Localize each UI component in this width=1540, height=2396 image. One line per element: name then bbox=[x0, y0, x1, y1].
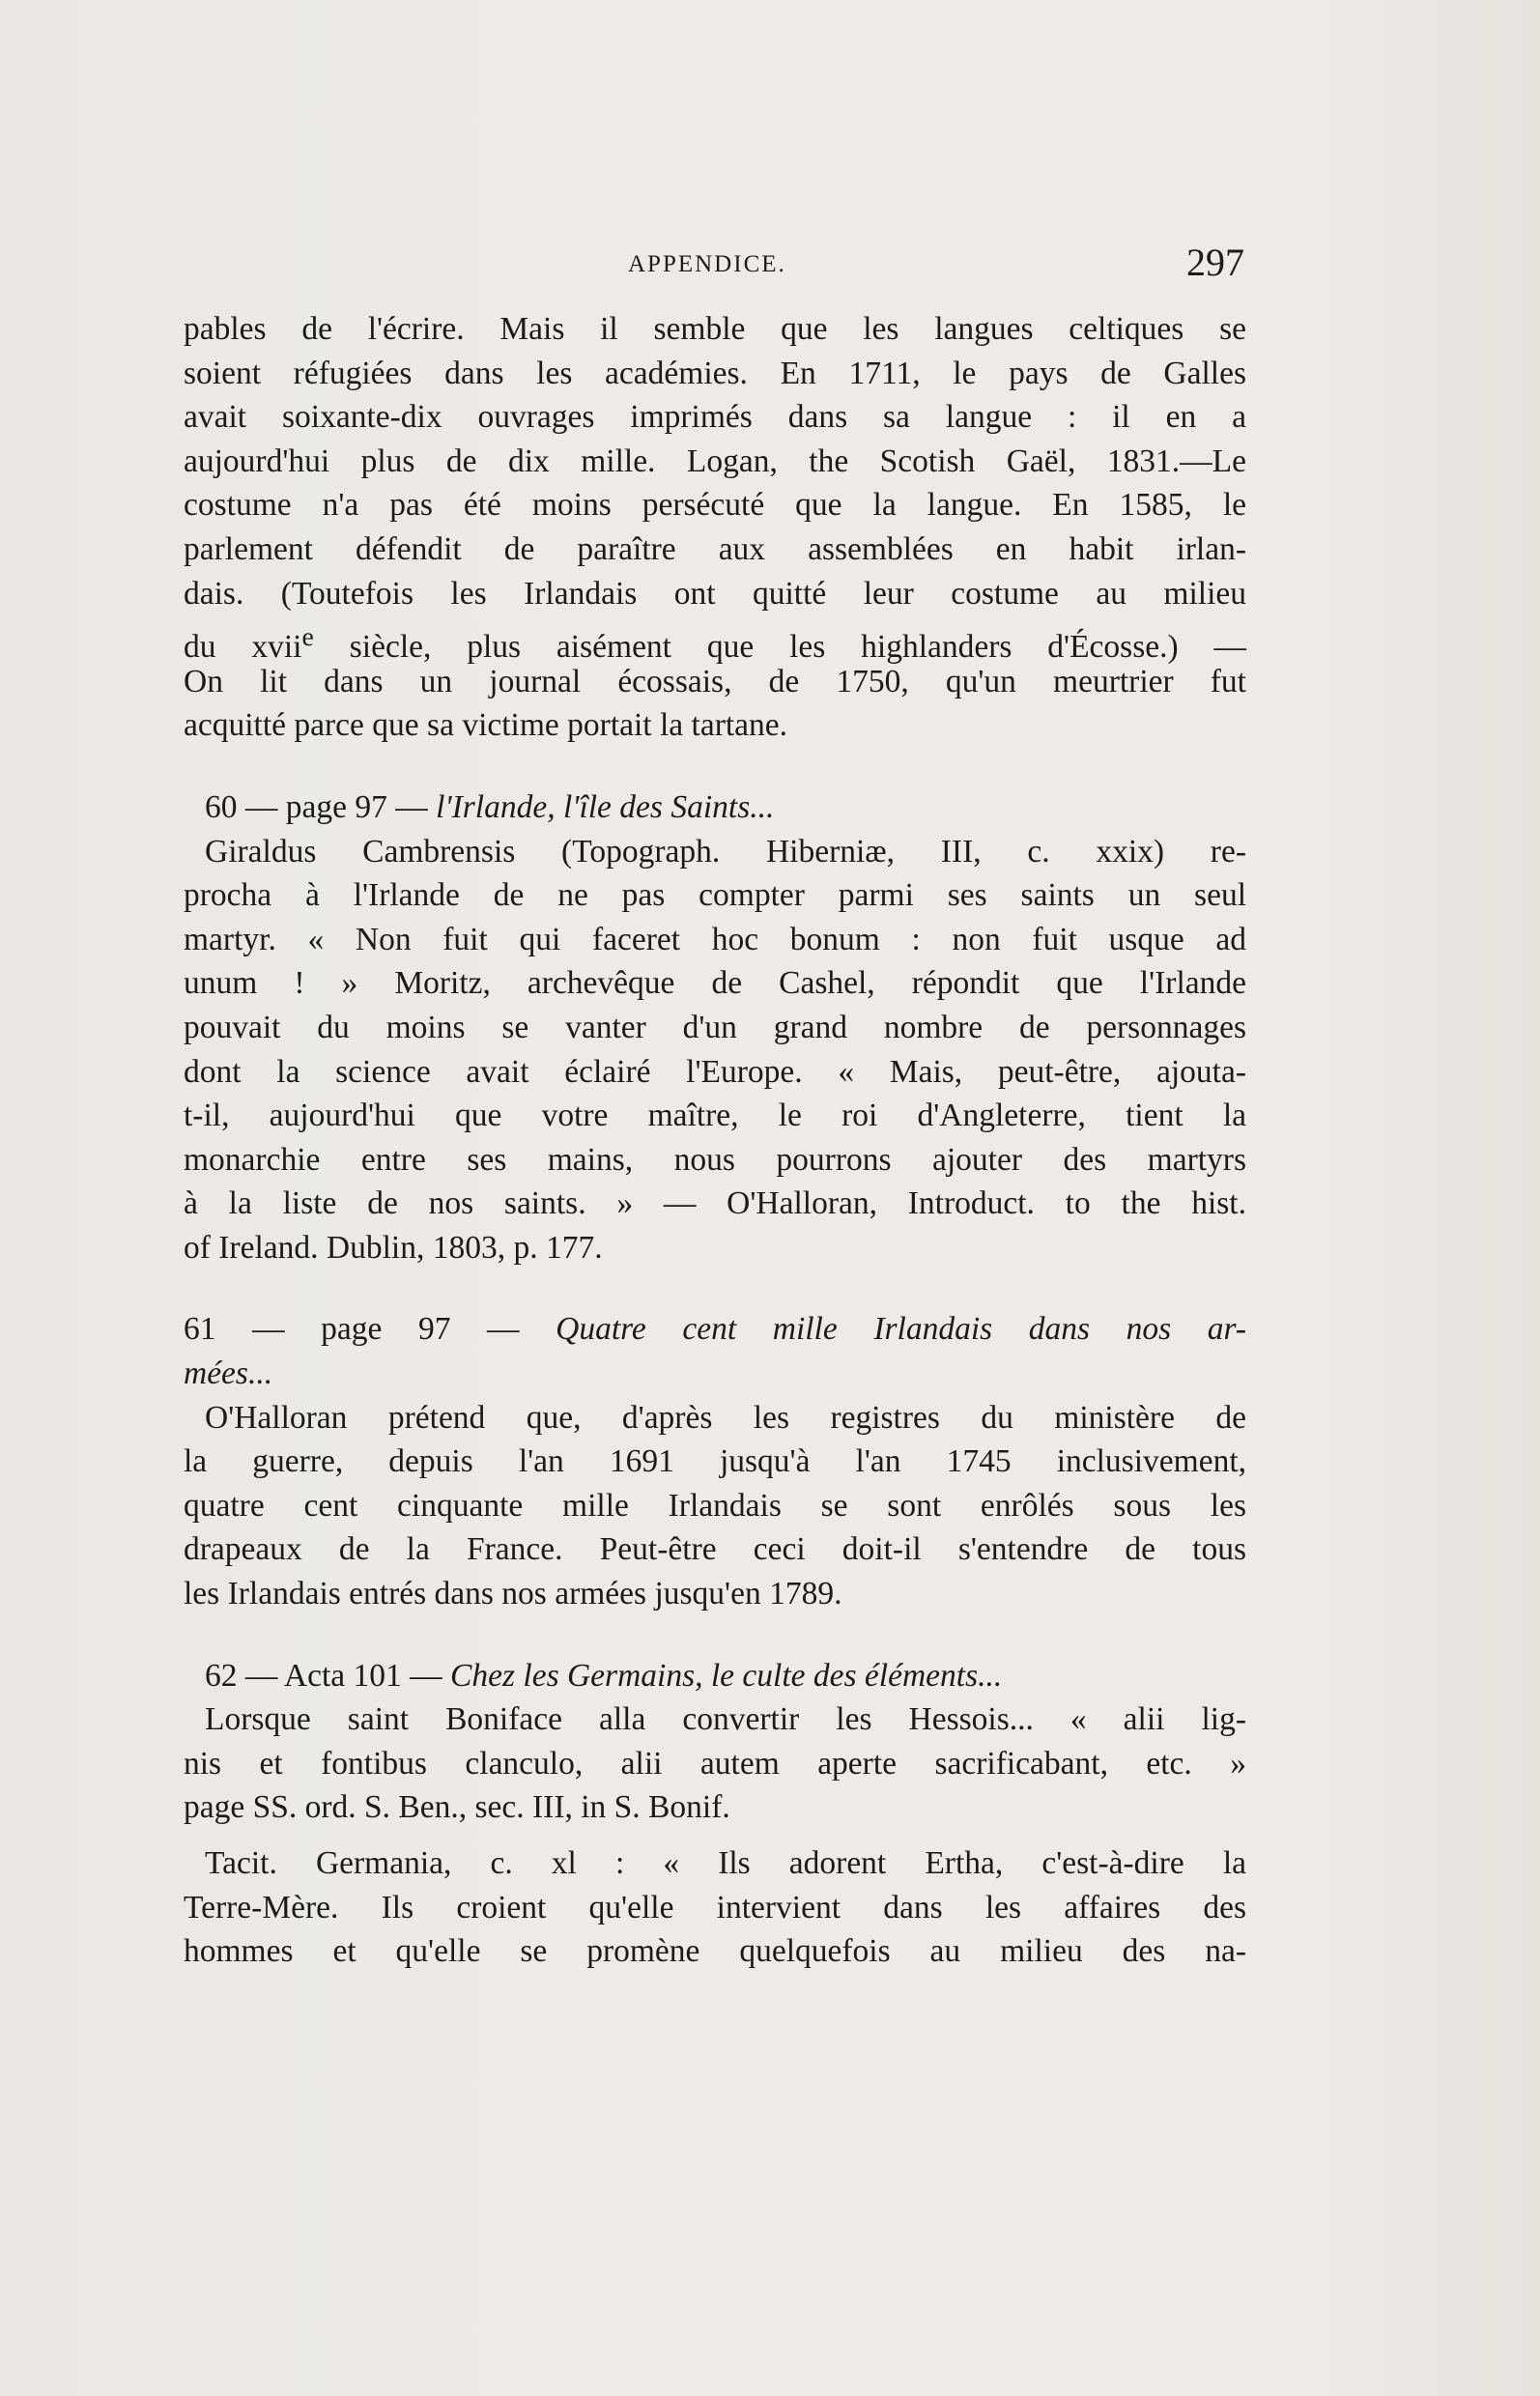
text-line: Terre-Mère. Ils croient qu'elle intervient dans les affaires des bbox=[184, 1889, 1246, 1925]
text-line: quatre cent cinquante mille Irlandais se sont enrôlés sous les bbox=[184, 1487, 1246, 1524]
text-line: nis et fontibus clanculo, alii autem aperte sacrificabant, etc. » bbox=[184, 1745, 1246, 1782]
note-heading-62 bbox=[184, 1654, 1246, 1698]
text-line: page SS. ord. S. Ben., sec. III, in S. Bonif. bbox=[184, 1789, 730, 1826]
text-line: t-il, aujourd'hui que votre maître, le roi d'Angleterre, tient la bbox=[184, 1098, 1246, 1134]
text-line: On lit dans un journal écossais, de 1750, qu'un meurtrier fut bbox=[184, 663, 1246, 699]
text-line: dais. (Toutefois les Irlandais ont quitté leur costume au milieu bbox=[184, 575, 1246, 612]
note-title: Chez les Germains, le culte des éléments... bbox=[450, 1657, 1003, 1694]
note-ref: 62 — Acta 101 — bbox=[205, 1657, 442, 1694]
text-line: drapeaux de la France. Peut-être ceci doit-il s'entendre de tous bbox=[184, 1531, 1246, 1568]
text-line: du xvii$^e$ siècle, plus aisément que les highlanders d'Écosse.) — bbox=[184, 622, 1246, 666]
text-line: Lorsque saint Boniface alla convertir les Hessois... « alii lig- bbox=[205, 1701, 1246, 1738]
text-line: les Irlandais entrés dans nos armées jusqu'en 1789. bbox=[184, 1576, 842, 1612]
note-heading-61 bbox=[184, 1307, 1246, 1352]
text-line: aujourd'hui plus de dix mille. Logan, the Scotish Gaël, 1831.—Le bbox=[184, 442, 1246, 479]
text-line: Giraldus Cambrensis (Topograph. Hiberniæ, III, c. xxix) re- bbox=[205, 833, 1246, 870]
note-ref: 61 — page 97 — bbox=[184, 1311, 520, 1348]
text-line: la guerre, depuis l'an 1691 jusqu'à l'an 1745 inclusivement, bbox=[184, 1443, 1246, 1480]
text-line: Tacit. Germania, c. xl : « Ils adorent Ertha, c'est-à-dire la bbox=[205, 1845, 1246, 1881]
text-line: pables de l'écrire. Mais il semble que les langues celtiques se bbox=[184, 311, 1246, 347]
note-title: l'Irlande, l'île des Saints... bbox=[436, 788, 775, 825]
text-line: hommes et qu'elle se promène quelquefois au milieu des na- bbox=[184, 1933, 1246, 1970]
text-line: pouvait du moins se vanter d'un grand nombre de personnages bbox=[184, 1009, 1246, 1045]
note-title: Quatre cent mille Irlandais dans nos ar- bbox=[556, 1311, 1246, 1348]
text-line: martyr. « Non fuit qui faceret hoc bonum : non fuit usque ad bbox=[184, 921, 1246, 957]
text-line: unum ! » Moritz, archevêque de Cashel, répondit que l'Irlande bbox=[184, 965, 1246, 1002]
header-title: APPENDICE. bbox=[628, 251, 786, 277]
note-title-cont: mées... bbox=[184, 1355, 273, 1392]
text-line: costume n'a pas été moins persécuté que la langue. En 1585, le bbox=[184, 487, 1246, 524]
text-line: of Ireland. Dublin, 1803, p. 177. bbox=[184, 1229, 603, 1266]
running-head bbox=[184, 243, 1246, 292]
text-line: à la liste de nos saints. » — O'Halloran, Introduct. to the hist. bbox=[184, 1185, 1246, 1222]
text-line: O'Halloran prétend que, d'après les registres du ministère de bbox=[205, 1399, 1246, 1436]
text-line: soient réfugiées dans les académies. En 1711, le pays de Galles bbox=[184, 355, 1246, 391]
text-line: procha à l'Irlande de ne pas compter parmi ses saints un seul bbox=[184, 877, 1246, 914]
text-line: monarchie entre ses mains, nous pourrons ajouter des martyrs bbox=[184, 1141, 1246, 1178]
text-block bbox=[184, 307, 1246, 1974]
note-heading-60 bbox=[184, 785, 1246, 830]
text-line: acquitté parce que sa victime portait la tartane. bbox=[184, 707, 788, 744]
text-line: avait soixante-dix ouvrages imprimés dans sa langue : il en a bbox=[184, 399, 1246, 436]
text-line: parlement défendit de paraître aux assemblées en habit irlan- bbox=[184, 530, 1246, 567]
page-number: 297 bbox=[1186, 241, 1244, 284]
text-line: dont la science avait éclairé l'Europe. « Mais, peut-être, ajouta- bbox=[184, 1053, 1246, 1090]
note-ref: 60 — page 97 — bbox=[205, 788, 428, 825]
